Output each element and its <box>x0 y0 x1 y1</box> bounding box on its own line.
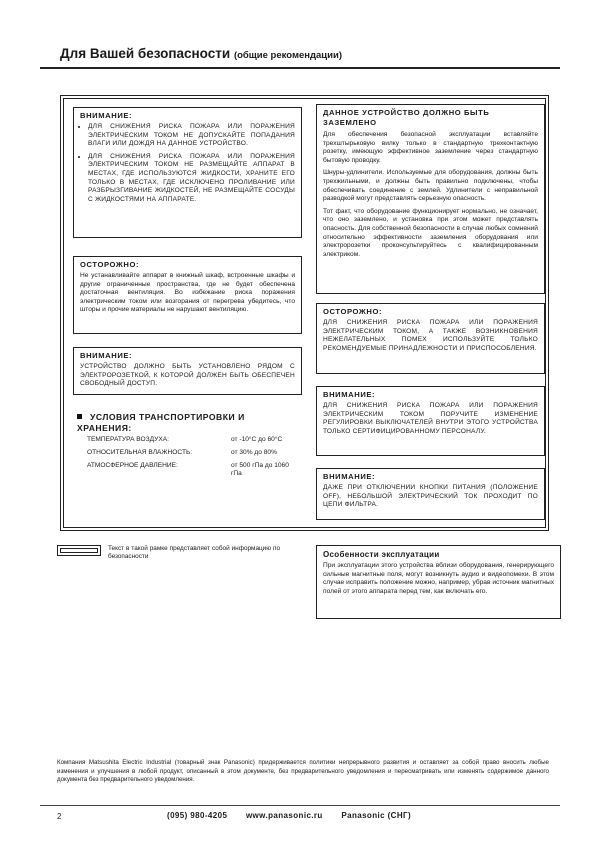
page-title <box>60 46 342 61</box>
page-number: 2 <box>57 812 62 821</box>
footer-divider <box>40 805 560 806</box>
warning-heading: ВНИМАНИЕ: <box>323 390 376 399</box>
warning-text: ДЛЯ СНИЖЕНИЯ РИСКА ПОЖАРА ИЛИ ПОРАЖЕНИЯ ЭЛЕКТРИЧЕСКИМ ТОКОМ ПОРУЧИТЕ ИЗМЕНЕНИЕ РЕГУЛИРОВКИ ВЫКЛЮЧАТЕЛЕЙ ВНУТРИ ЭТОГО УСТРОЙСТВА ТОЛЬКО СЕРТИФИЦИРОВАННОМУ ПЕРСОНАЛУ. <box>323 402 538 435</box>
grounding-paragraph: Тот факт, что оборудование функционирует нормально, не означает, что оно заземлено, и установка при этом может представлять опасность. Для собственной безопасности в случае любых сомнений относительно эффективности заземления оборудования или электророзетки проконсультируйтесь с квалифицированным электриком. <box>323 207 538 258</box>
grounding-paragraph: Шнуры-удлинители. Используемые для оборудования, должны быть трехжильными, и должны быть правильно подключены, чтобы обеспечивать соединение с землей. Удлинители с неправильной разводкой могут представлять серьезную опасность. <box>323 169 538 203</box>
warning-heading: ВНИМАНИЕ: <box>323 472 376 481</box>
caution-heading: ОСТОРОЖНО: <box>323 307 383 316</box>
operating-features-box <box>316 545 561 619</box>
page-title-subtitle: (общие рекомендации) <box>233 50 342 61</box>
footer-contacts <box>167 811 427 820</box>
warning-box-switches <box>316 386 545 456</box>
warning-item: • ДЛЯ СНИЖЕНИЯ РИСКА ПОЖАРА ИЛИ ПОРАЖЕНИЯ ЭЛЕКТРИЧЕСКИМ ТОКОМ НЕ РАЗМЕЩАЙТЕ АППАРАТ В МЕСТАХ, ГДЕ ИСПОЛЬЗУЮТСЯ ЖИДКОСТИ, ХРАНИТЕ ЕГО ТОЛЬКО В МЕСТАХ, ГДЕ ИСКЛЮЧЕНО ПРОЛИВАНИЕ ИЛИ РАЗБРЫЗГИВАНИЕ ЖИДКОСТЕЙ, НЕ РАЗМЕЩАЙТЕ СОСУДЫ С ЖИДКОСТЯМИ НА АППАРАТЕ. <box>88 153 295 205</box>
legend-text: Текст в такой рамке представляет собой информацию по безопасности <box>108 545 280 561</box>
caution-text: Не устанавливайте аппарат в книжный шкаф, встроенные шкафы и другие ограниченные пространства, где не будет обеспечена достаточная вентиляция. Во избежание риска поражения электрическим током или возгорания от перегрева убедитесь, что шторы и прочие материалы не нарушают вентиляцию. <box>80 272 295 314</box>
title-divider <box>40 67 560 69</box>
storage-label: ТЕМПЕРАТУРА ВОЗДУХА: <box>87 436 169 443</box>
footer-brand: Panasonic (СНГ) <box>341 811 412 820</box>
page-title-main: Для Вашей безопасности <box>60 46 231 61</box>
storage-label: АТМОСФЕРНОЕ ДАВЛЕНИЕ: <box>87 462 178 469</box>
grounding-box <box>316 104 545 294</box>
storage-value: от 500 гПа до 1060 гПа <box>231 462 289 478</box>
caution-heading: ОСТОРОЖНО: <box>80 260 140 269</box>
caution-box-accessories <box>316 303 545 374</box>
warning-heading: ВНИМАНИЕ: <box>80 351 133 360</box>
storage-label: ОТНОСИТЕЛЬНАЯ ВЛАЖНОСТЬ: <box>87 449 193 456</box>
caution-text: ДЛЯ СНИЖЕНИЯ РИСКА ПОЖАРА ИЛИ ПОРАЖЕНИЯ ЭЛЕКТРИЧЕСКИМ ТОКОМ, А ТАКЖЕ ВОЗНИКНОВЕНИЯ НЕЖЕЛАТЕЛЬНЫХ ПОМЕХ ИСПОЛЬЗУЙТЕ ТОЛЬКО РЕКОМЕНДУЕМЫЕ ПРИНАДЛЕЖНОСТИ И ПРИСПОСОБЛЕНИЯ. <box>323 319 538 352</box>
footer-phone: (095) 980-4205 <box>167 811 228 820</box>
warning-text: УСТРОЙСТВО ДОЛЖНО БЫТЬ УСТАНОВЛЕНО РЯДОМ С ЭЛЕКТРОРОЗЕТКОЙ, К КОТОРОЙ ДОЛЖЕН БЫТЬ ОБЕСПЕЧЕН СВОБОДНЫЙ ДОСТУП. <box>80 363 295 388</box>
safety-frame-legend-icon <box>57 545 101 556</box>
storage-value: от 30% до 80% <box>231 449 277 456</box>
footer-website[interactable]: www.panasonic.ru <box>245 811 323 820</box>
grounding-paragraph: Для обеспечения безопасной эксплуатации вставляйте трехштырьковую вилку только в стандартную трехконтактную розетку, имеющую эффективное заземление через стандартную бытовую проводку. <box>323 131 538 164</box>
warning-box-power-off <box>316 468 545 520</box>
caution-box-ventilation <box>73 256 302 334</box>
storage-value: от -10°С до 60°С <box>231 436 283 443</box>
warning-text: ДАЖЕ ПРИ ОТКЛЮЧЕНИИ КНОПКИ ПИТАНИЯ (ПОЛОЖЕНИЕ OFF), НЕБОЛЬШОЙ ЭЛЕКТРИЧЕСКИЙ ТОК ПРОХОДИТ ПО ЦЕПИ ФИЛЬТРА. <box>323 484 538 509</box>
warning-heading: ВНИМАНИЕ: <box>80 111 133 120</box>
bullet-square-icon <box>77 414 82 419</box>
warning-list <box>80 123 295 204</box>
storage-conditions-title: УСЛОВИЯ ТРАНСПОРТИРОВКИ И ХРАНЕНИЯ: <box>77 412 245 433</box>
warning-item: • ДЛЯ СНИЖЕНИЯ РИСКА ПОЖАРА ИЛИ ПОРАЖЕНИЯ ЭЛЕКТРИЧЕСКИМ ТОКОМ НЕ ДОПУСКАЙТЕ ПОПАДАНИЯ ВЛАГИ ИЛИ ДОЖДЯ НА ДАННОЕ УСТРОЙСТВО. <box>88 123 295 149</box>
grounding-heading: ДАННОЕ УСТРОЙСТВО ДОЛЖНО БЫТЬ ЗАЗЕМЛЕНО <box>323 108 490 127</box>
features-heading: Особенности эксплуатации <box>323 550 440 559</box>
features-text: При эксплуатации этого устройства вблизи оборудования, генерирующего сильные магнитные поля, могут возникнуть аудио и видеопомехи. В этом случае исправить положение можно, например, убрав источник магнитных полей от этого аппарата перед тем, как включать его. <box>323 562 554 595</box>
footer-disclaimer: Компания Matsushita Electric Industrial (товарный знак Panasonic) придерживается политики непрерывного развития и оставляет за собой право вносить любые изменения и улучшения в любой продукт, описанный в этом документе, без предварительного уведомления и пересматривать или изменять содержимое данного документа без предварительного уведомления. <box>57 759 549 784</box>
warning-box-socket <box>73 347 302 395</box>
warning-box-moisture <box>73 107 302 238</box>
